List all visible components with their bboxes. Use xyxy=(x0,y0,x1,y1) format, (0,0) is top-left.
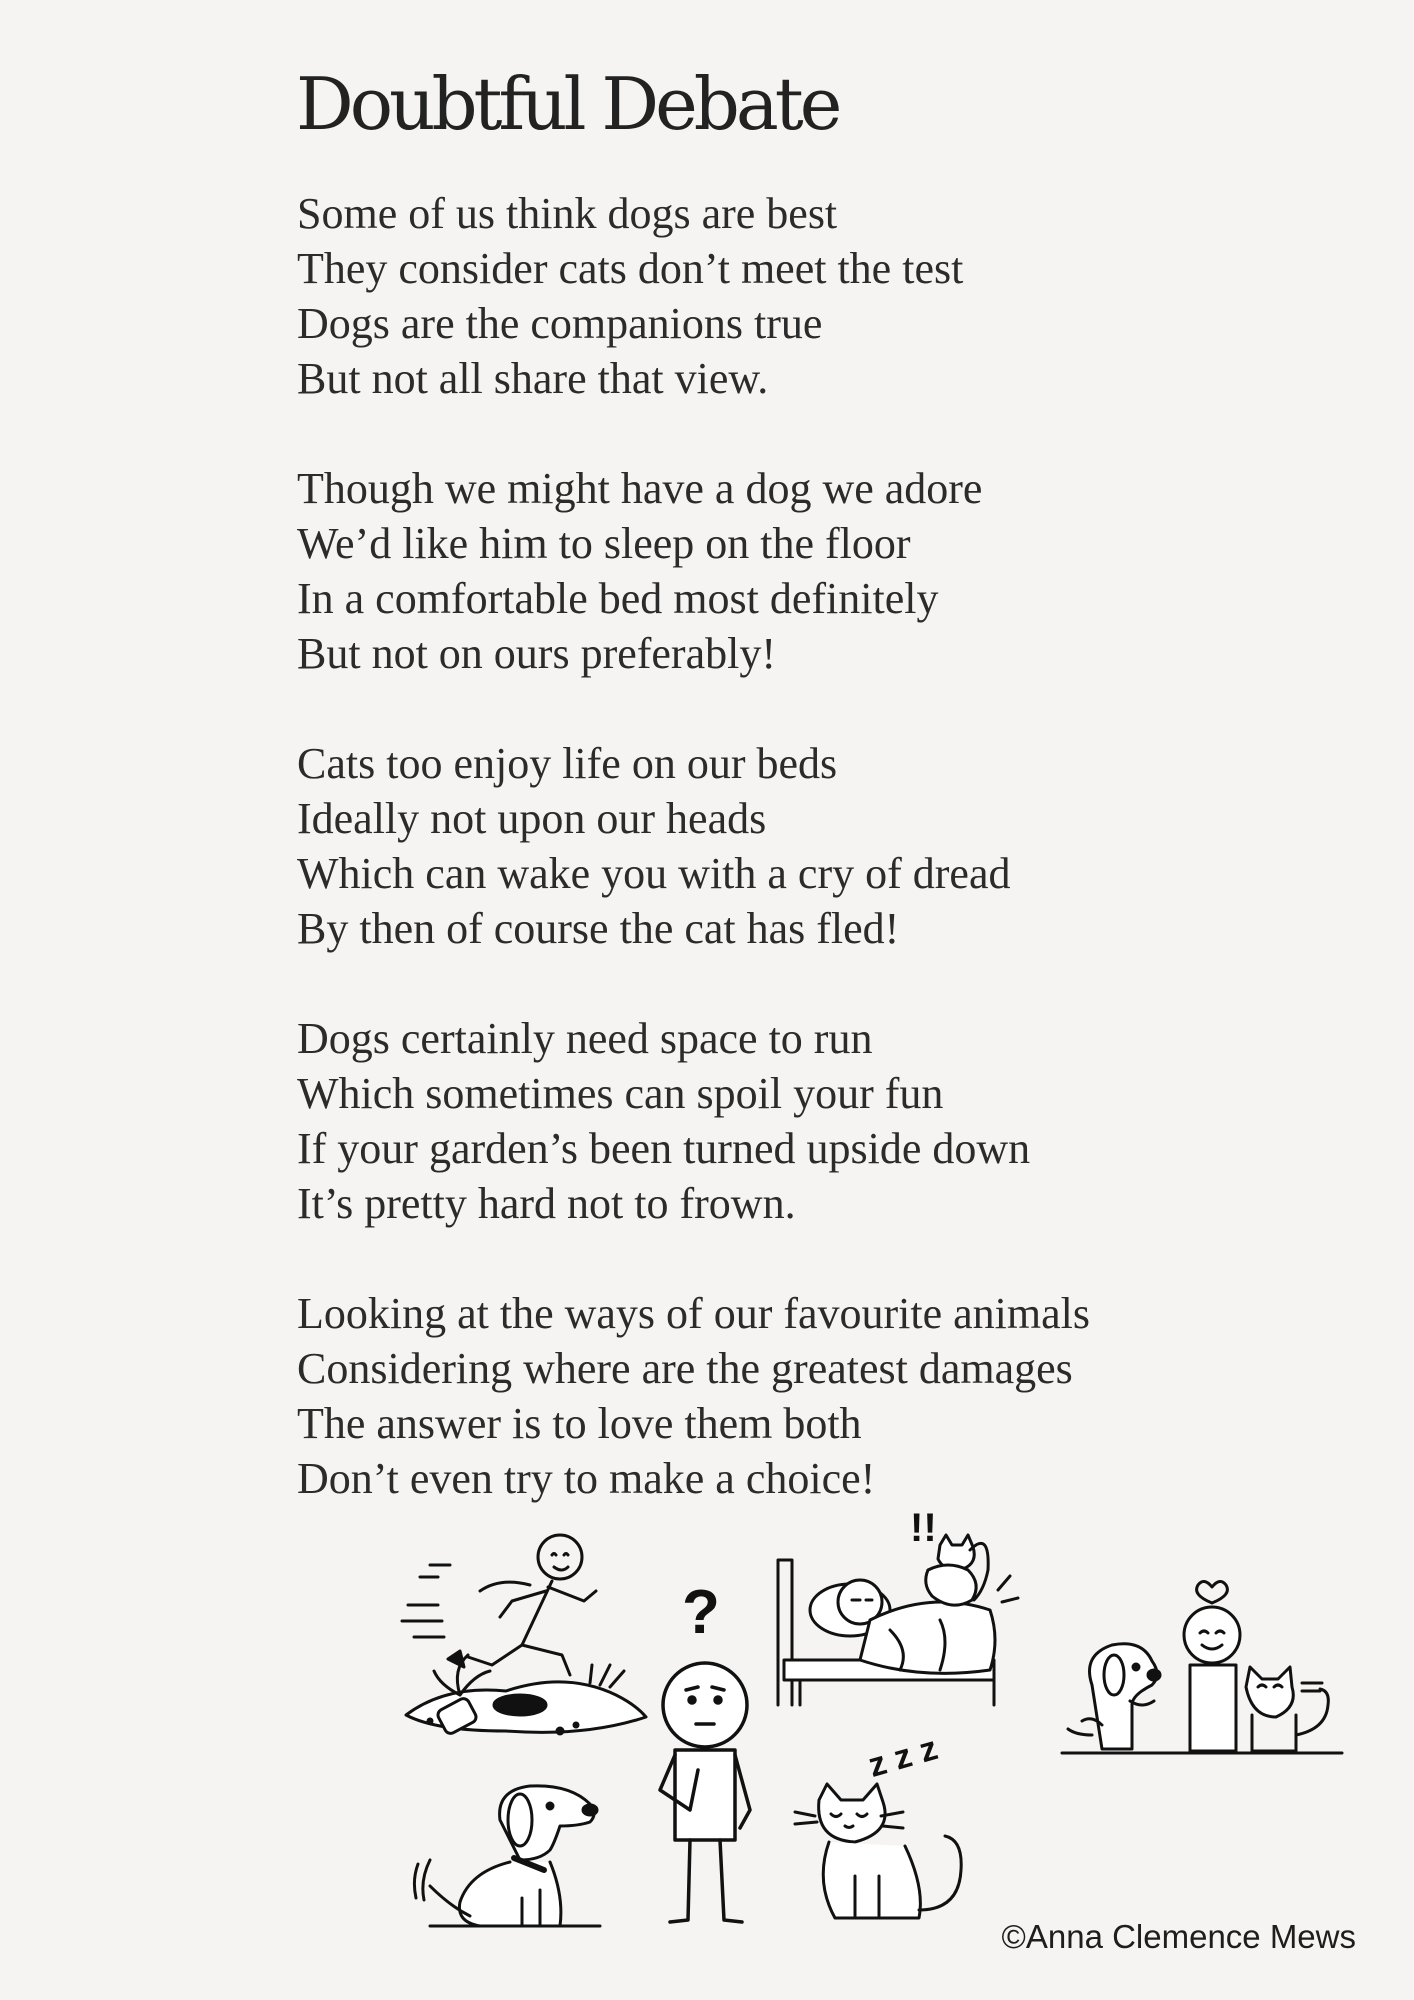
hug-dog-cat-icon xyxy=(1062,1575,1342,1765)
poem-line: They consider cats don’t meet the test xyxy=(297,244,964,293)
stanza xyxy=(297,461,1090,681)
poem-line: In a comfortable bed most definitely xyxy=(297,574,939,623)
sitting-dog-icon xyxy=(410,1780,610,1930)
poem-line: It’s pretty hard not to frown. xyxy=(297,1179,796,1228)
sleeping-cat-icon xyxy=(795,1780,970,1930)
cat-on-bed-icon xyxy=(770,1530,1020,1715)
thinking-person-icon xyxy=(640,1660,780,1930)
copyright-notice: ©Anna Clemence Mews xyxy=(1001,1918,1356,1955)
poem-line: Considering where are the greatest damages xyxy=(297,1344,1073,1393)
poem-line: By then of course the cat has fled! xyxy=(297,904,900,953)
poem-line: But not on ours preferably! xyxy=(297,629,776,678)
poem-line: Dogs are the companions true xyxy=(297,299,823,348)
poem-line: Don’t even try to make a choice! xyxy=(297,1454,876,1503)
poem-line: We’d like him to sleep on the floor xyxy=(297,519,911,568)
poem-line: But not all share that view. xyxy=(297,354,769,403)
poem-line: Though we might have a dog we adore xyxy=(297,464,983,513)
stanza xyxy=(297,1011,1090,1231)
running-person-icon xyxy=(400,1525,650,1745)
stanza xyxy=(297,186,1090,406)
poem-title: Doubtful Debate xyxy=(296,62,839,146)
poem-line: Some of us think dogs are best xyxy=(297,189,838,238)
question-mark: ? xyxy=(682,1578,720,1647)
poem-body xyxy=(297,186,1090,1561)
stanza xyxy=(297,1286,1090,1506)
poem-line: Ideally not upon our heads xyxy=(297,794,767,843)
poem-line: The answer is to love them both xyxy=(297,1399,862,1448)
stanza xyxy=(297,736,1090,956)
poem-line: Cats too enjoy life on our beds xyxy=(297,739,838,788)
poem-line: Which sometimes can spoil your fun xyxy=(297,1069,944,1118)
poem-line: Which can wake you with a cry of dread xyxy=(297,849,1011,898)
poem-line: If your garden’s been turned upside down xyxy=(297,1124,1031,1173)
poem-line: Dogs certainly need space to run xyxy=(297,1014,873,1063)
sleep-marks: z z z xyxy=(864,1729,942,1785)
alarm-marks: !! xyxy=(910,1506,937,1550)
poem-line: Looking at the ways of our favourite animals xyxy=(297,1289,1091,1338)
